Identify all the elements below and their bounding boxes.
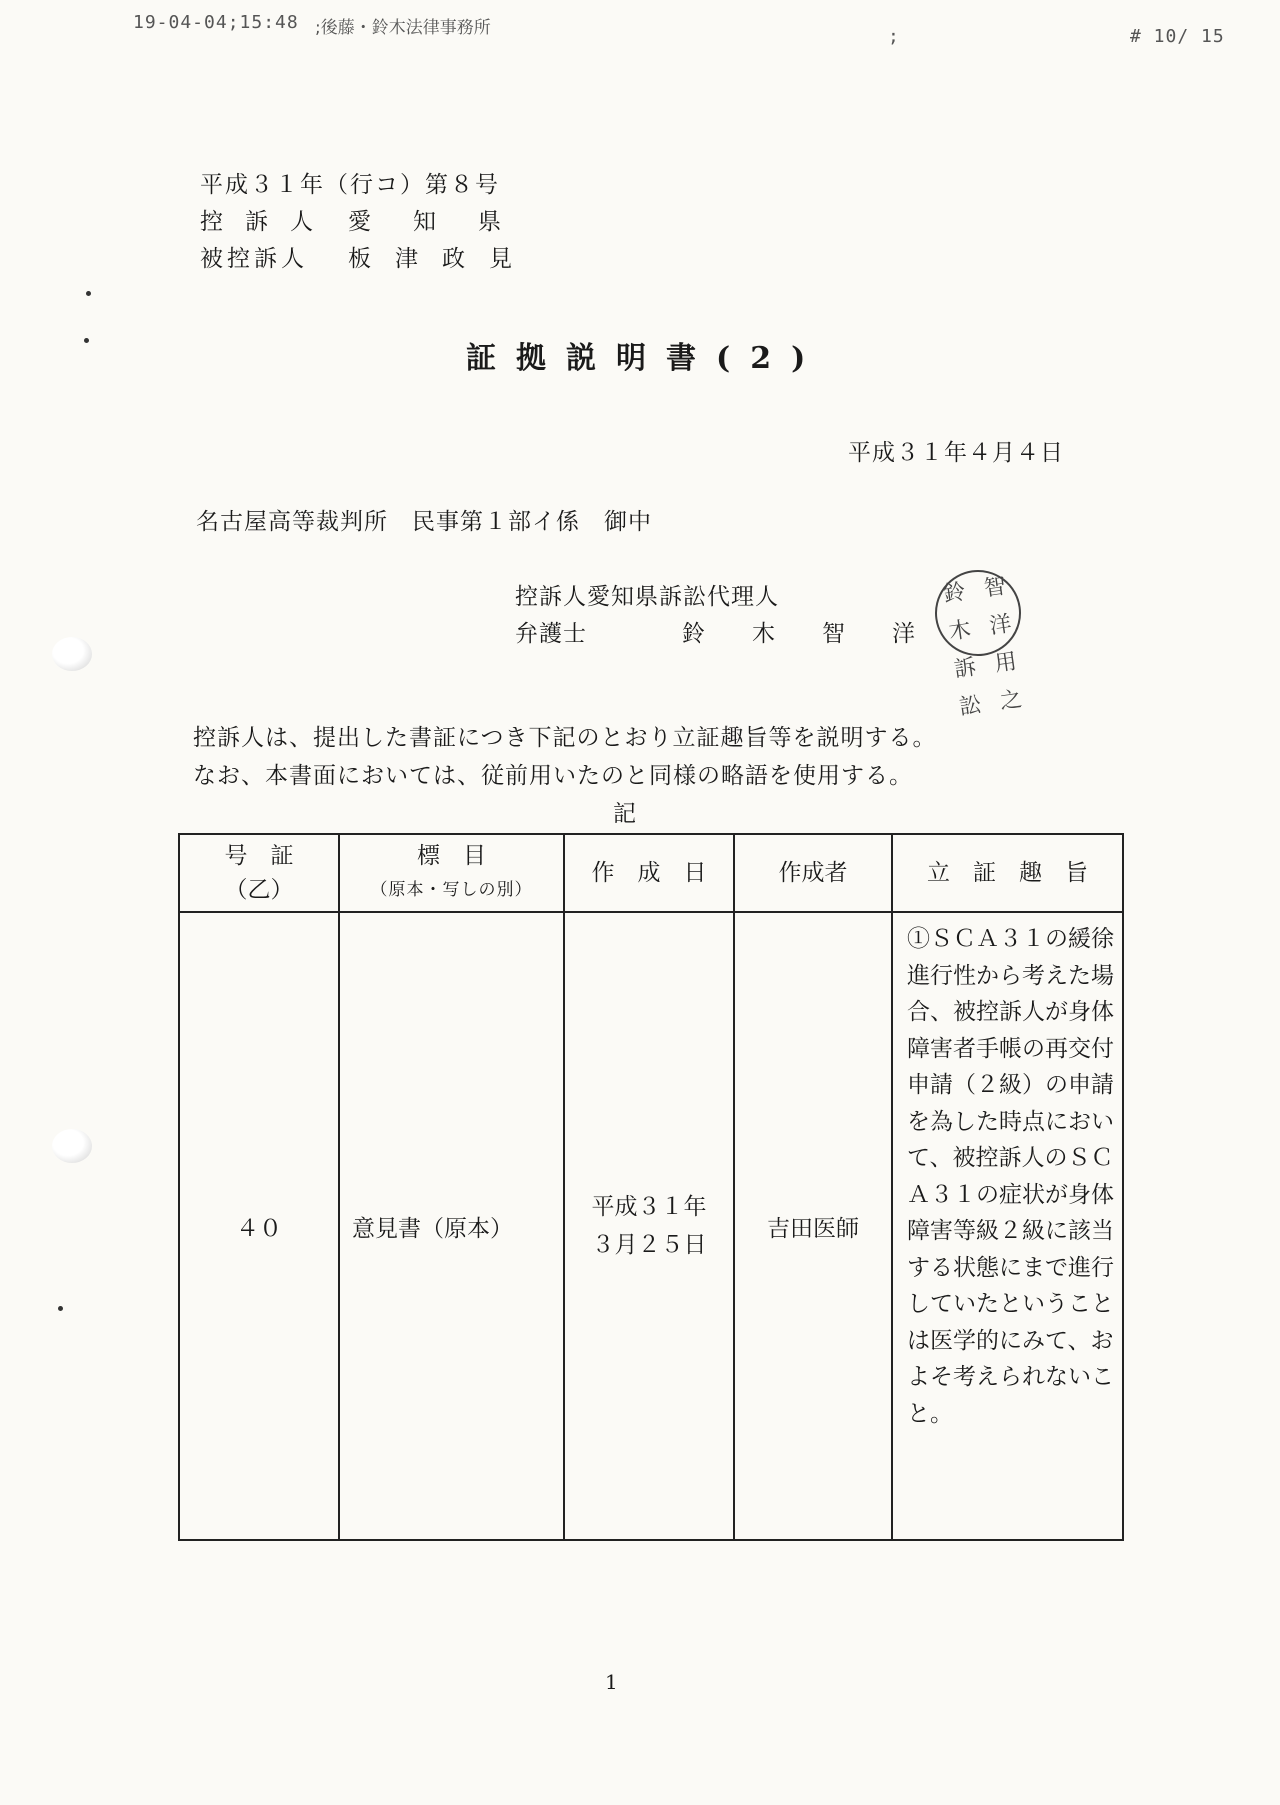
attorney-role: 控訴人愛知県訴訟代理人 [515,584,779,610]
header-created-date: 作 成 日 [564,834,734,912]
fax-separator: ; [888,26,900,47]
intro-line-1: 控訴人は、提出した書証につき下記のとおり立証趣旨等を説明する。 [193,725,937,751]
seal-char: 鈴木 [941,579,973,646]
header-number-sub: （乙） [224,877,294,903]
punch-hole-lower [52,1129,92,1163]
punch-hole-upper [52,637,92,671]
fax-timestamp: 19-04-04;15:48 [133,12,299,33]
document-title: 証拠説明書(2) [466,341,826,376]
evidence-table [178,833,1124,1541]
cell-author: 吉田医師 [734,912,892,1540]
scan-speck [58,1306,63,1311]
attorney-title: 弁護士 [515,621,587,647]
attorney-name: 鈴 木 智 洋 [682,621,927,647]
purpose-text: ①ＳＣＡ３１の緩徐進行性から考えた場合、被控訴人が身体障害者手帳の再交付申請（２級）の申請を為した時点において、被控訴人のＳＣＡ３１の症状が身体障害等級２級に該当する状態にまで進行していたということは医学的にみて、およそ考えられないこと。 [907,926,1114,1427]
case-number: 平成３１年（行コ）第８号 [200,172,500,198]
table-header-row [179,834,1123,912]
fax-sender: ;後藤・鈴木法律事務所 [315,18,491,38]
cell-created-date [564,912,734,1540]
seal-char: 訴訟 [952,654,984,721]
header-evidence-number [179,834,339,912]
header-author: 作成者 [734,834,892,912]
page-number: 1 [605,1670,618,1694]
appellant-label: 控訴人 [200,209,335,235]
appellee-name: 板津政見 [348,246,536,272]
document-date: 平成３１年４月４日 [848,440,1064,466]
created-date-line-2: ３月２５日 [591,1232,707,1258]
appellant-name: 愛知県 [348,209,543,235]
cell-evidence-number: ４０ [179,912,339,1540]
scan-speck [86,291,91,296]
fax-page-counter: # 10/ 15 [1130,26,1225,47]
court-addressee: 名古屋高等裁判所 民事第１部イ係 御中 [196,509,652,535]
seal-char: 智洋 [982,573,1014,640]
attorney-seal-stamp [929,564,1026,721]
header-number-label: 号 証 [224,843,294,869]
header-purpose: 立 証 趣 旨 [892,834,1123,912]
header-label [339,834,564,912]
header-label-sub: （原本・写しの別） [370,880,533,900]
seal-char: 用之 [993,649,1024,715]
table-row [179,912,1123,1540]
header-label-main: 標 目 [417,843,486,869]
created-date-line-1: 平成３１年 [591,1194,707,1220]
cell-label: 意見書（原本） [339,912,564,1540]
cell-purpose [892,912,1123,1540]
appellee-label: 被控訴人 [200,246,308,272]
ki-heading: 記 [613,801,637,827]
intro-line-2: なお、本書面においては、従前用いたのと同様の略語を使用する。 [193,763,913,789]
scan-speck [84,338,89,343]
